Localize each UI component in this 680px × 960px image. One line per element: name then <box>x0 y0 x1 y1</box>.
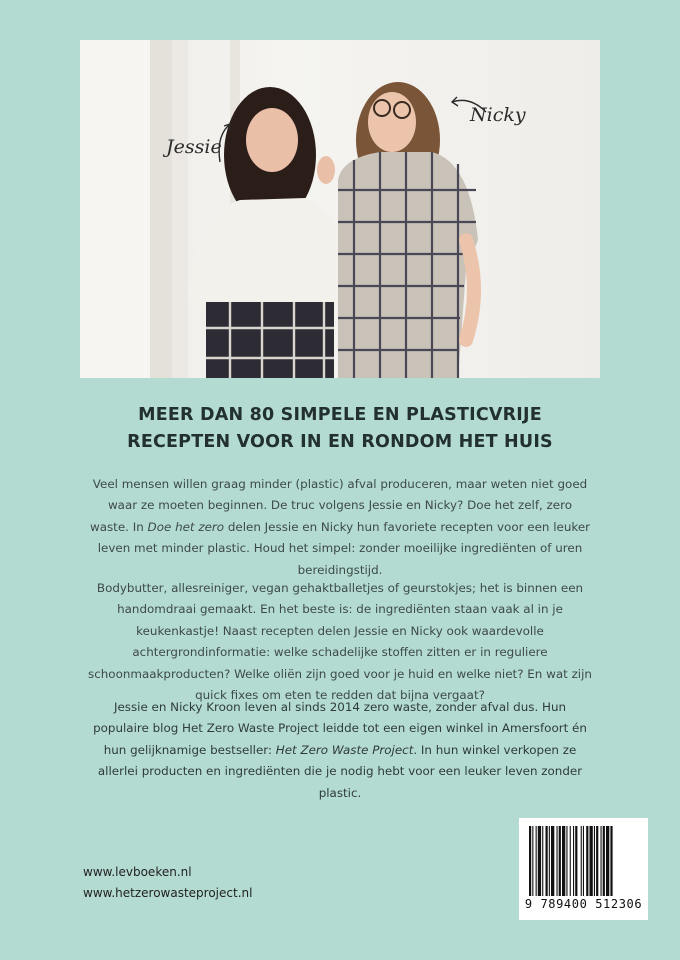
intro-text-1: Veel mensen willen graag minder (plastic) afval produceren, maar weten niet goed waar ze moeten beginnen. De truc volgens Jessie en Nicky? Doe het zelf, zero waste. In <box>89 477 588 534</box>
label-nicky: Nicky <box>470 104 526 126</box>
authors-text-2: . In hun winkel verkopen ze allerlei producten en ingrediënten die je nodig hebt voor een leuker leven zonder plastic. <box>97 742 583 800</box>
cover-photo <box>80 40 600 378</box>
authors-paragraph <box>88 697 592 804</box>
publisher-url[interactable]: www.levboeken.nl <box>83 865 192 879</box>
book-title: Doe het zero <box>147 519 225 534</box>
headline <box>0 402 680 456</box>
website-links <box>83 862 252 904</box>
label-jessie: Jessie <box>166 136 222 158</box>
intro-text-2: delen Jessie en Nicky hun favoriete recepten voor een leuker leven met minder plastic. Houd het simpel: zonder moeilijke ingrediënten of uren bereidingstijd. <box>97 519 591 577</box>
recipes-paragraph: Bodybutter, allesreiniger, vegan gehaktballetjes of geurstokjes; het is binnen een handomdraai gemaakt. En het beste is: de ingrediënten staan vaak al in je keukenkastje! Naast recepten delen Jessie en Nicky ook waardevolle achtergrondinformatie: welke schadelijke stoffen zitten er in reguliere schoonmaakproducten? Welke oliën zijn goed voor je huid en welke niet? En wat zijn quick fixes om eten te redden dat bijna vergaat? <box>88 581 592 703</box>
isbn-number: 9 789400 512306 <box>524 897 643 911</box>
authors-photo-illustration <box>80 40 600 378</box>
intro-paragraph <box>88 474 592 581</box>
authors-text-1: Jessie en Nicky Kroon leven al sinds 2014 zero waste, zonder afval dus. Hun populaire blog Het Zero Waste Project leidde tot een eigen winkel in Amersfoort én hun gelijknamige bestseller: <box>93 700 587 757</box>
project-url[interactable]: www.hetzerowasteproject.nl <box>83 886 253 900</box>
headline-line-1: MEER DAN 80 SIMPELE EN PLASTICVRIJE <box>138 405 542 425</box>
bestseller-title: Het Zero Waste Project <box>275 742 414 757</box>
barcode-bars <box>529 826 638 896</box>
barcode <box>519 818 648 920</box>
headline-line-2: RECEPTEN VOOR IN EN RONDOM HET HUIS <box>127 432 553 452</box>
